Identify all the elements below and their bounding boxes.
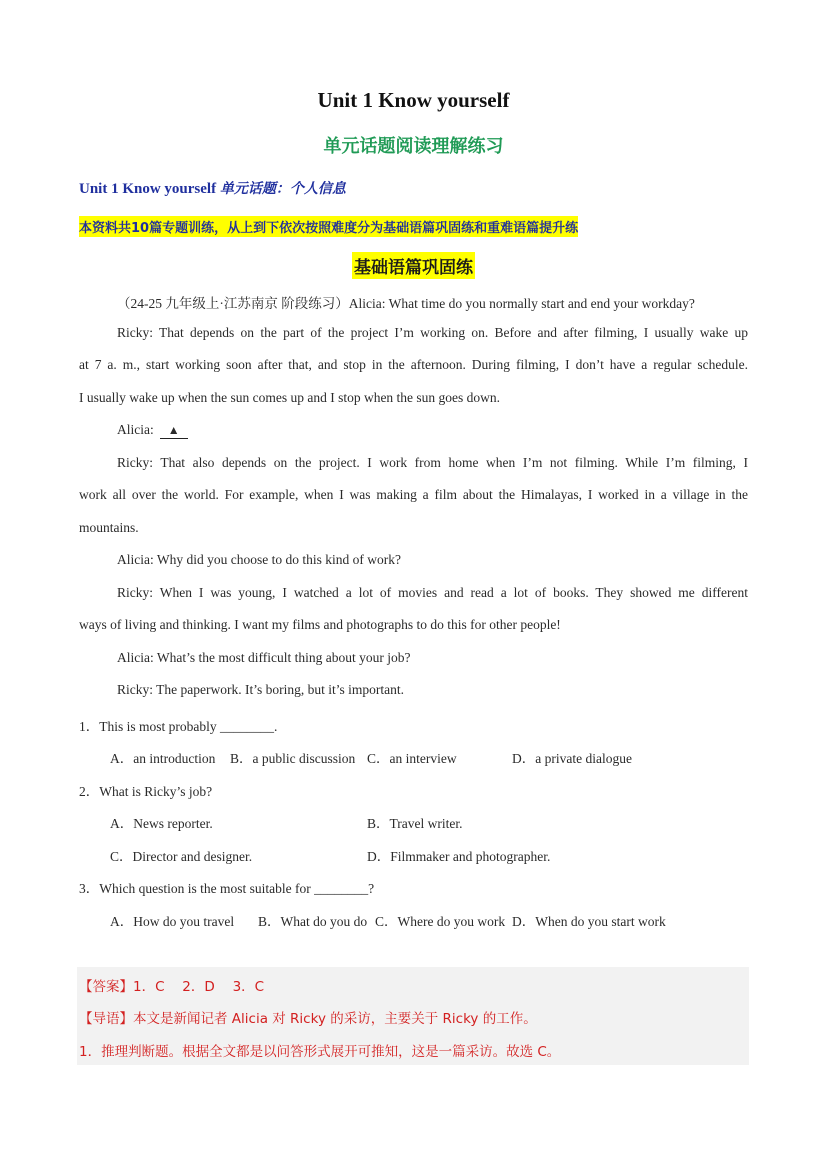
unit-topic xyxy=(79,178,346,198)
page-title: Unit 1 Know yourself xyxy=(317,88,510,112)
answer-line: 【答案】1．C 2．D 3．C xyxy=(79,979,265,995)
passage-line: Ricky: That also depends on the project. I work from home when I’m not filming. While I’m filming, I xyxy=(117,455,748,470)
page-subtitle: 单元话题阅读理解练习 xyxy=(323,136,504,157)
question-stem: 1．This is most probably ________. xyxy=(79,719,278,734)
explanation-line: 1．推理判断题。根据全文都是以问答形式展开可推知，这是一篇采访。故选 C。 xyxy=(79,1044,561,1060)
passage-line: Alicia: What’s the most difficult thing about your job? xyxy=(117,650,411,665)
question-stem: 2．What is Ricky’s job? xyxy=(79,784,213,799)
option: A．News reporter. xyxy=(110,816,213,831)
option: D．a private dialogue xyxy=(512,751,632,766)
passage-line: at 7 a. m., start working soon after that, and stop in the afternoon. During filming, I don’t have a regular schedule. xyxy=(79,357,748,372)
option: C．an interview xyxy=(367,751,457,766)
passage-line: Ricky: When I was young, I watched a lot of movies and read a lot of books. They showed me different xyxy=(117,585,748,600)
notice-banner: 本资料共10篇专题训练，从上到下依次按照难度分为基础语篇巩固练和重难语篇提升练 xyxy=(79,216,578,237)
passage-line: mountains. xyxy=(79,520,139,535)
passage-line: Ricky: That depends on the part of the project I’m working on. Before and after filming, I usually wake up xyxy=(117,325,748,340)
topic-en: Unit 1 Know yourself xyxy=(79,181,220,197)
guide-line: 【导语】本文是新闻记者 Alicia 对 Ricky 的采访，主要关于 Ricky 的工作。 xyxy=(79,1011,537,1027)
answer-blank: ▲ xyxy=(160,423,188,439)
option: D．Filmmaker and photographer. xyxy=(367,849,551,864)
topic-zh: 单元话题：个人信息 xyxy=(219,181,346,197)
option: A．How do you travel xyxy=(110,914,235,929)
option: C．Where do you work xyxy=(375,914,506,929)
passage-line: （24-25 九年级上·江苏南京 阶段练习）Alicia: What time do you normally start and end your workday? xyxy=(117,296,695,311)
passage-line: work all over the world. For example, when I was making a film about the Himalayas, I worked in a village in the xyxy=(79,487,748,502)
section-heading xyxy=(0,252,827,279)
speaker-label: Alicia: xyxy=(117,422,154,437)
passage-line: ways of living and thinking. I want my films and photographs to do this for other people! xyxy=(79,617,561,632)
option: C．Director and designer. xyxy=(110,849,253,864)
option: B．a public discussion xyxy=(230,751,356,766)
passage-line: Ricky: The paperwork. It’s boring, but it’s important. xyxy=(117,682,404,697)
option: A．an introduction xyxy=(110,751,216,766)
option: D．When do you start work xyxy=(512,914,666,929)
question-stem: 3．Which question is the most suitable for ________? xyxy=(79,881,375,896)
option: B．Travel writer. xyxy=(367,816,463,831)
passage-line: I usually wake up when the sun comes up and I stop when the sun goes down. xyxy=(79,390,501,405)
option: B．What do you do xyxy=(258,914,368,929)
section-heading-text: 基础语篇巩固练 xyxy=(352,252,475,279)
passage-line xyxy=(117,422,188,439)
passage-line: Alicia: Why did you choose to do this kind of work? xyxy=(117,552,401,567)
